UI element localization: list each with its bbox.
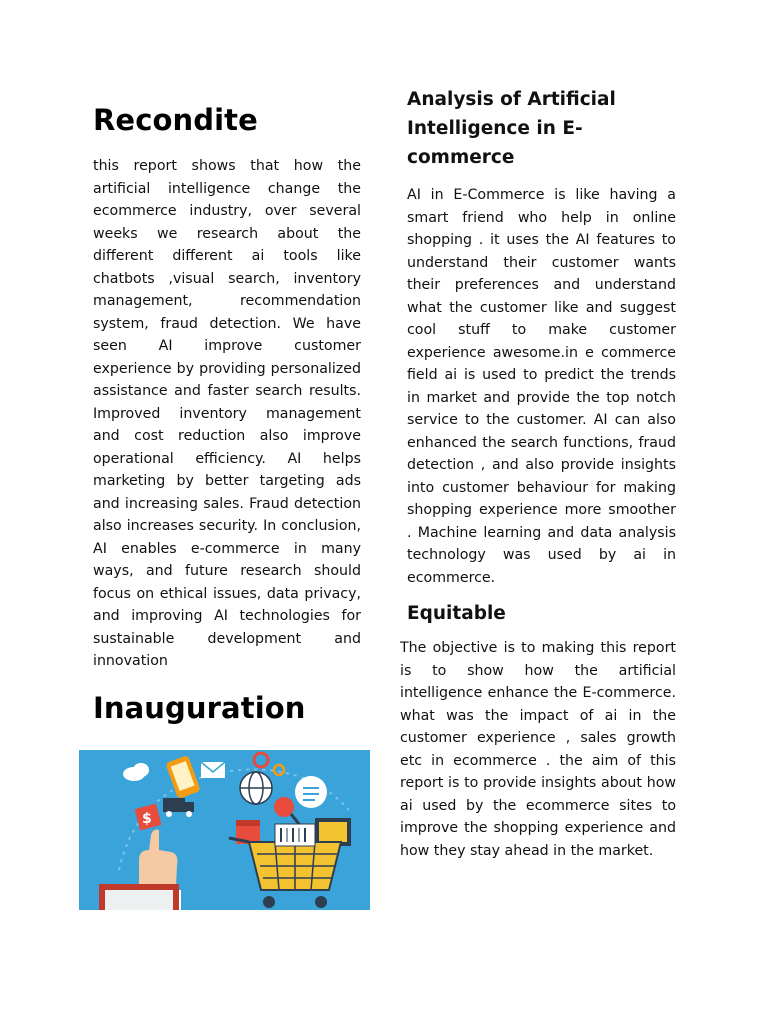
svg-text:$: $ — [142, 811, 152, 827]
analysis-heading: Analysis of Artificial Intelligence in E-commerce — [407, 89, 616, 168]
recondite-heading: Recondite — [93, 103, 258, 137]
laptop-icon — [99, 884, 179, 910]
left-column — [93, 95, 361, 725]
equitable-heading: Equitable — [407, 603, 506, 624]
right-column — [400, 85, 676, 862]
inauguration-heading: Inauguration — [93, 690, 306, 725]
recondite-paragraph: this report shows that how the artificial intelligence change the ecommerce industry, over several weeks we research about the different different ai tools like chatbots ,visual search, inventory management, recommendation system, fraud detection. We have seen AI improve customer experience by providing personalized assistance and faster search results. Improved inventory management and cost reduction also improve operational efficiency. AI helps marketing by better targeting ads and increasing sales. Fraud detection also increases security. In conclusion, AI enables e-commerce in many ways, and future research should focus on ethical issues, data privacy, and improving AI technologies for sustainable development and innovation — [93, 158, 361, 669]
analysis-paragraph: AI in E-Commerce is like having a smart friend who help in online shopping . it uses the AI features to understand their customer wants their preferences and understand what the customer like and suggest cool stuff to make customer experience awesome.in e commerce field ai is used to predict the trends in market and provide the top notch service to the customer. AI can also enhanced the search functions, fraud detection , and also provide insights into customer behaviour for making shopping experience more smoother . Machine learning and data analysis technology was used by ai in ecommerce. — [407, 187, 676, 586]
envelope-icon — [201, 762, 225, 778]
ecommerce-illustration — [79, 750, 370, 910]
equitable-paragraph: The objective is to making this report is to show how the artificial intelligence enhance the E-commerce. what was the impact of ai in the customer experience , sales growth etc in ecommerce . the aim of this report is to provide insights about how ai used by the ecommerce sites to improve the shopping experience and how they stay ahead in the market. — [400, 640, 676, 859]
chat-bubble-icon — [295, 776, 327, 808]
globe-icon — [240, 772, 272, 804]
